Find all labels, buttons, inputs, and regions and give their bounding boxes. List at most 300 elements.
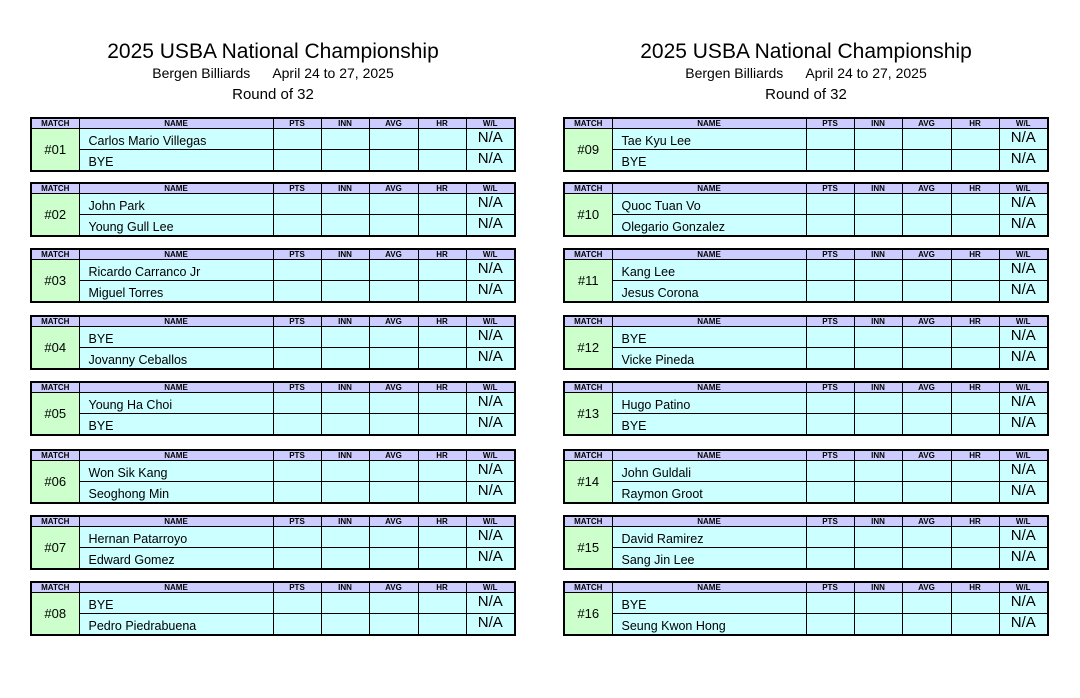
- hr-cell: [418, 129, 466, 150]
- pts-cell: [273, 327, 321, 348]
- player-name: Hernan Patarroyo: [79, 527, 273, 548]
- table-header-row: [564, 450, 1048, 461]
- col-header-avg: AVG: [369, 316, 418, 327]
- win-loss-cell: N/A: [466, 348, 515, 370]
- col-header-pts: PTS: [806, 516, 854, 527]
- player-name: Jesus Corona: [612, 281, 806, 303]
- col-header-wl: W/L: [466, 582, 515, 593]
- col-header-match: MATCH: [564, 516, 612, 527]
- col-header-hr: HR: [418, 382, 466, 393]
- player-name: Ricardo Carranco Jr: [79, 260, 273, 281]
- pts-cell: [273, 150, 321, 172]
- inn-cell: [854, 593, 902, 614]
- event-title: 2025 USBA National Championship: [107, 40, 439, 63]
- hr-cell: [951, 260, 999, 281]
- col-header-pts: PTS: [273, 316, 321, 327]
- player-row: [31, 327, 515, 348]
- hr-cell: [951, 614, 999, 636]
- inn-cell: [854, 414, 902, 436]
- avg-cell: [902, 461, 951, 482]
- avg-cell: [902, 194, 951, 215]
- col-header-avg: AVG: [369, 516, 418, 527]
- col-header-avg: AVG: [369, 450, 418, 461]
- inn-cell: [321, 614, 369, 636]
- win-loss-cell: N/A: [466, 281, 515, 303]
- table-header-row: [31, 516, 515, 527]
- col-header-pts: PTS: [806, 582, 854, 593]
- col-header-wl: W/L: [999, 516, 1048, 527]
- table-header-row: [31, 316, 515, 327]
- win-loss-cell: N/A: [999, 548, 1048, 570]
- pts-cell: [273, 348, 321, 370]
- hr-cell: [951, 461, 999, 482]
- col-header-hr: HR: [418, 582, 466, 593]
- col-header-hr: HR: [951, 516, 999, 527]
- match-number: #04: [31, 327, 79, 370]
- col-header-match: MATCH: [31, 118, 79, 129]
- player-row: [564, 593, 1048, 614]
- hr-cell: [951, 548, 999, 570]
- win-loss-cell: N/A: [999, 461, 1048, 482]
- avg-cell: [369, 129, 418, 150]
- match-table: [30, 381, 516, 436]
- col-header-wl: W/L: [999, 450, 1048, 461]
- col-header-pts: PTS: [806, 183, 854, 194]
- col-header-wl: W/L: [999, 582, 1048, 593]
- col-header-hr: HR: [418, 316, 466, 327]
- pts-cell: [806, 194, 854, 215]
- avg-cell: [369, 393, 418, 414]
- col-header-hr: HR: [951, 183, 999, 194]
- col-header-pts: PTS: [806, 316, 854, 327]
- player-name: BYE: [612, 150, 806, 172]
- player-name: Won Sik Kang: [79, 461, 273, 482]
- col-header-hr: HR: [418, 183, 466, 194]
- pts-cell: [806, 393, 854, 414]
- pts-cell: [273, 414, 321, 436]
- player-row: [564, 548, 1048, 570]
- col-header-pts: PTS: [273, 516, 321, 527]
- win-loss-cell: N/A: [999, 414, 1048, 436]
- col-header-hr: HR: [418, 450, 466, 461]
- player-row: [564, 194, 1048, 215]
- inn-cell: [321, 527, 369, 548]
- match-table: [563, 117, 1049, 172]
- win-loss-cell: N/A: [466, 527, 515, 548]
- col-header-inn: INN: [854, 450, 902, 461]
- pts-cell: [806, 548, 854, 570]
- col-header-avg: AVG: [369, 249, 418, 260]
- col-header-inn: INN: [321, 450, 369, 461]
- col-header-inn: INN: [321, 183, 369, 194]
- player-row: [31, 414, 515, 436]
- col-header-avg: AVG: [902, 118, 951, 129]
- pts-cell: [273, 614, 321, 636]
- win-loss-cell: N/A: [466, 593, 515, 614]
- hr-cell: [418, 461, 466, 482]
- col-header-inn: INN: [321, 382, 369, 393]
- inn-cell: [321, 150, 369, 172]
- col-header-avg: AVG: [902, 183, 951, 194]
- hr-cell: [418, 393, 466, 414]
- match-number: #11: [564, 260, 612, 303]
- win-loss-cell: N/A: [999, 593, 1048, 614]
- col-header-pts: PTS: [273, 382, 321, 393]
- col-header-inn: INN: [321, 118, 369, 129]
- avg-cell: [369, 414, 418, 436]
- col-header-inn: INN: [321, 516, 369, 527]
- avg-cell: [902, 414, 951, 436]
- avg-cell: [902, 348, 951, 370]
- win-loss-cell: N/A: [466, 194, 515, 215]
- pts-cell: [273, 461, 321, 482]
- hr-cell: [418, 260, 466, 281]
- match-table: [30, 182, 516, 237]
- avg-cell: [369, 482, 418, 504]
- inn-cell: [321, 327, 369, 348]
- table-header-row: [564, 516, 1048, 527]
- pts-cell: [806, 614, 854, 636]
- avg-cell: [902, 215, 951, 237]
- avg-cell: [902, 548, 951, 570]
- win-loss-cell: N/A: [466, 461, 515, 482]
- player-row: [31, 260, 515, 281]
- match-number: #16: [564, 593, 612, 636]
- col-header-name: NAME: [612, 316, 806, 327]
- player-name: Raymon Groot: [612, 482, 806, 504]
- match-table: [563, 381, 1049, 436]
- venue: Bergen Billiards: [152, 65, 251, 81]
- match-table: [30, 248, 516, 303]
- table-header-row: [564, 582, 1048, 593]
- hr-cell: [418, 215, 466, 237]
- pts-cell: [273, 393, 321, 414]
- pts-cell: [806, 281, 854, 303]
- hr-cell: [418, 150, 466, 172]
- col-header-name: NAME: [612, 516, 806, 527]
- col-header-name: NAME: [79, 382, 273, 393]
- col-header-pts: PTS: [806, 118, 854, 129]
- table-header-row: [564, 249, 1048, 260]
- col-header-wl: W/L: [466, 382, 515, 393]
- player-name: John Guldali: [612, 461, 806, 482]
- win-loss-cell: N/A: [999, 614, 1048, 636]
- avg-cell: [369, 194, 418, 215]
- player-row: [564, 614, 1048, 636]
- match-table: [563, 515, 1049, 570]
- col-header-avg: AVG: [369, 382, 418, 393]
- win-loss-cell: N/A: [466, 150, 515, 172]
- avg-cell: [902, 129, 951, 150]
- win-loss-cell: N/A: [999, 260, 1048, 281]
- col-header-inn: INN: [854, 316, 902, 327]
- avg-cell: [369, 527, 418, 548]
- col-header-match: MATCH: [564, 316, 612, 327]
- inn-cell: [321, 215, 369, 237]
- hr-cell: [951, 150, 999, 172]
- col-header-match: MATCH: [31, 316, 79, 327]
- pts-cell: [806, 129, 854, 150]
- col-header-inn: INN: [321, 316, 369, 327]
- match-table: [563, 315, 1049, 370]
- hr-cell: [951, 414, 999, 436]
- player-row: [564, 414, 1048, 436]
- col-header-name: NAME: [612, 582, 806, 593]
- hr-cell: [951, 393, 999, 414]
- win-loss-cell: N/A: [999, 215, 1048, 237]
- player-row: [564, 150, 1048, 172]
- col-header-hr: HR: [951, 316, 999, 327]
- player-name: David Ramirez: [612, 527, 806, 548]
- col-header-match: MATCH: [31, 249, 79, 260]
- col-header-avg: AVG: [369, 183, 418, 194]
- win-loss-cell: N/A: [999, 348, 1048, 370]
- col-header-wl: W/L: [999, 382, 1048, 393]
- col-header-name: NAME: [612, 118, 806, 129]
- player-row: [564, 129, 1048, 150]
- match-number: #02: [31, 194, 79, 237]
- player-name: BYE: [79, 150, 273, 172]
- win-loss-cell: N/A: [466, 482, 515, 504]
- table-header-row: [31, 118, 515, 129]
- avg-cell: [369, 593, 418, 614]
- win-loss-cell: N/A: [466, 393, 515, 414]
- match-table: [563, 581, 1049, 636]
- avg-cell: [369, 461, 418, 482]
- player-name: BYE: [79, 593, 273, 614]
- hr-cell: [418, 348, 466, 370]
- inn-cell: [854, 527, 902, 548]
- player-name: BYE: [79, 414, 273, 436]
- pts-cell: [273, 215, 321, 237]
- hr-cell: [951, 215, 999, 237]
- hr-cell: [418, 614, 466, 636]
- avg-cell: [369, 614, 418, 636]
- pts-cell: [806, 414, 854, 436]
- round-label: Round of 32: [232, 86, 314, 103]
- player-row: [564, 482, 1048, 504]
- inn-cell: [854, 393, 902, 414]
- col-header-wl: W/L: [466, 183, 515, 194]
- col-header-wl: W/L: [999, 118, 1048, 129]
- match-number: #08: [31, 593, 79, 636]
- match-number: #07: [31, 527, 79, 570]
- match-number: #05: [31, 393, 79, 436]
- round-label: Round of 32: [765, 86, 847, 103]
- avg-cell: [902, 593, 951, 614]
- inn-cell: [854, 461, 902, 482]
- pts-cell: [806, 461, 854, 482]
- player-row: [31, 461, 515, 482]
- col-header-name: NAME: [79, 183, 273, 194]
- col-header-name: NAME: [612, 183, 806, 194]
- avg-cell: [902, 393, 951, 414]
- match-table: [563, 248, 1049, 303]
- col-header-hr: HR: [951, 582, 999, 593]
- win-loss-cell: N/A: [999, 129, 1048, 150]
- col-header-wl: W/L: [466, 516, 515, 527]
- player-name: Quoc Tuan Vo: [612, 194, 806, 215]
- table-header-row: [564, 382, 1048, 393]
- col-header-name: NAME: [612, 450, 806, 461]
- inn-cell: [854, 215, 902, 237]
- pts-cell: [806, 527, 854, 548]
- table-header-row: [31, 249, 515, 260]
- col-header-pts: PTS: [273, 450, 321, 461]
- hr-cell: [951, 129, 999, 150]
- player-name: Sang Jin Lee: [612, 548, 806, 570]
- player-row: [31, 150, 515, 172]
- hr-cell: [951, 482, 999, 504]
- win-loss-cell: N/A: [999, 393, 1048, 414]
- match-table: [30, 515, 516, 570]
- win-loss-cell: N/A: [999, 482, 1048, 504]
- col-header-name: NAME: [79, 249, 273, 260]
- player-row: [564, 527, 1048, 548]
- col-header-match: MATCH: [31, 516, 79, 527]
- col-header-avg: AVG: [902, 249, 951, 260]
- player-name: Young Gull Lee: [79, 215, 273, 237]
- player-name: Olegario Gonzalez: [612, 215, 806, 237]
- avg-cell: [902, 482, 951, 504]
- player-row: [31, 548, 515, 570]
- player-name: Kang Lee: [612, 260, 806, 281]
- avg-cell: [369, 548, 418, 570]
- match-number: #03: [31, 260, 79, 303]
- hr-cell: [418, 527, 466, 548]
- avg-cell: [902, 281, 951, 303]
- col-header-inn: INN: [854, 516, 902, 527]
- pts-cell: [806, 327, 854, 348]
- venue: Bergen Billiards: [685, 65, 784, 81]
- pts-cell: [273, 593, 321, 614]
- col-header-pts: PTS: [806, 450, 854, 461]
- player-row: [31, 348, 515, 370]
- inn-cell: [854, 129, 902, 150]
- player-name: Carlos Mario Villegas: [79, 129, 273, 150]
- col-header-match: MATCH: [31, 582, 79, 593]
- col-header-wl: W/L: [466, 316, 515, 327]
- player-row: [31, 614, 515, 636]
- hr-cell: [951, 348, 999, 370]
- col-header-pts: PTS: [273, 249, 321, 260]
- player-row: [564, 281, 1048, 303]
- pts-cell: [273, 482, 321, 504]
- col-header-inn: INN: [321, 249, 369, 260]
- match-number: #13: [564, 393, 612, 436]
- col-header-hr: HR: [951, 450, 999, 461]
- avg-cell: [902, 260, 951, 281]
- player-name: Jovanny Ceballos: [79, 348, 273, 370]
- col-header-name: NAME: [79, 118, 273, 129]
- match-table: [30, 581, 516, 636]
- col-header-avg: AVG: [369, 118, 418, 129]
- table-header-row: [31, 450, 515, 461]
- pts-cell: [806, 150, 854, 172]
- col-header-name: NAME: [612, 249, 806, 260]
- hr-cell: [951, 281, 999, 303]
- inn-cell: [321, 482, 369, 504]
- win-loss-cell: N/A: [466, 548, 515, 570]
- table-header-row: [564, 316, 1048, 327]
- col-header-inn: INN: [854, 582, 902, 593]
- player-name: Pedro Piedrabuena: [79, 614, 273, 636]
- player-name: Tae Kyu Lee: [612, 129, 806, 150]
- col-header-hr: HR: [418, 118, 466, 129]
- player-name: BYE: [79, 327, 273, 348]
- player-name: Hugo Patino: [612, 393, 806, 414]
- player-row: [564, 393, 1048, 414]
- avg-cell: [369, 260, 418, 281]
- inn-cell: [321, 281, 369, 303]
- table-header-row: [31, 582, 515, 593]
- avg-cell: [902, 614, 951, 636]
- avg-cell: [902, 150, 951, 172]
- col-header-inn: INN: [854, 382, 902, 393]
- col-header-hr: HR: [951, 382, 999, 393]
- col-header-inn: INN: [854, 249, 902, 260]
- pts-cell: [273, 527, 321, 548]
- table-header-row: [564, 183, 1048, 194]
- pts-cell: [806, 348, 854, 370]
- player-name: Seoghong Min: [79, 482, 273, 504]
- win-loss-cell: N/A: [466, 327, 515, 348]
- col-header-hr: HR: [951, 249, 999, 260]
- player-row: [564, 461, 1048, 482]
- hr-cell: [951, 327, 999, 348]
- hr-cell: [418, 194, 466, 215]
- col-header-name: NAME: [79, 516, 273, 527]
- player-name: Vicke Pineda: [612, 348, 806, 370]
- match-table: [563, 449, 1049, 504]
- inn-cell: [321, 414, 369, 436]
- col-header-pts: PTS: [806, 249, 854, 260]
- col-header-match: MATCH: [564, 118, 612, 129]
- player-row: [31, 281, 515, 303]
- win-loss-cell: N/A: [466, 215, 515, 237]
- pts-cell: [806, 482, 854, 504]
- avg-cell: [369, 215, 418, 237]
- match-table: [563, 182, 1049, 237]
- inn-cell: [854, 260, 902, 281]
- inn-cell: [321, 129, 369, 150]
- hr-cell: [418, 327, 466, 348]
- event-title: 2025 USBA National Championship: [640, 40, 972, 63]
- pts-cell: [806, 215, 854, 237]
- player-row: [31, 393, 515, 414]
- inn-cell: [854, 548, 902, 570]
- win-loss-cell: N/A: [999, 150, 1048, 172]
- pts-cell: [273, 548, 321, 570]
- col-header-name: NAME: [79, 450, 273, 461]
- col-header-avg: AVG: [369, 582, 418, 593]
- match-number: #06: [31, 461, 79, 504]
- inn-cell: [321, 348, 369, 370]
- match-number: #09: [564, 129, 612, 172]
- match-table: [30, 449, 516, 504]
- win-loss-cell: N/A: [466, 129, 515, 150]
- event-dates: April 24 to 27, 2025: [272, 65, 394, 81]
- col-header-avg: AVG: [902, 316, 951, 327]
- col-header-inn: INN: [321, 582, 369, 593]
- avg-cell: [369, 327, 418, 348]
- inn-cell: [321, 260, 369, 281]
- col-header-name: NAME: [612, 382, 806, 393]
- col-header-inn: INN: [854, 183, 902, 194]
- match-number: #12: [564, 327, 612, 370]
- col-header-pts: PTS: [273, 183, 321, 194]
- inn-cell: [854, 150, 902, 172]
